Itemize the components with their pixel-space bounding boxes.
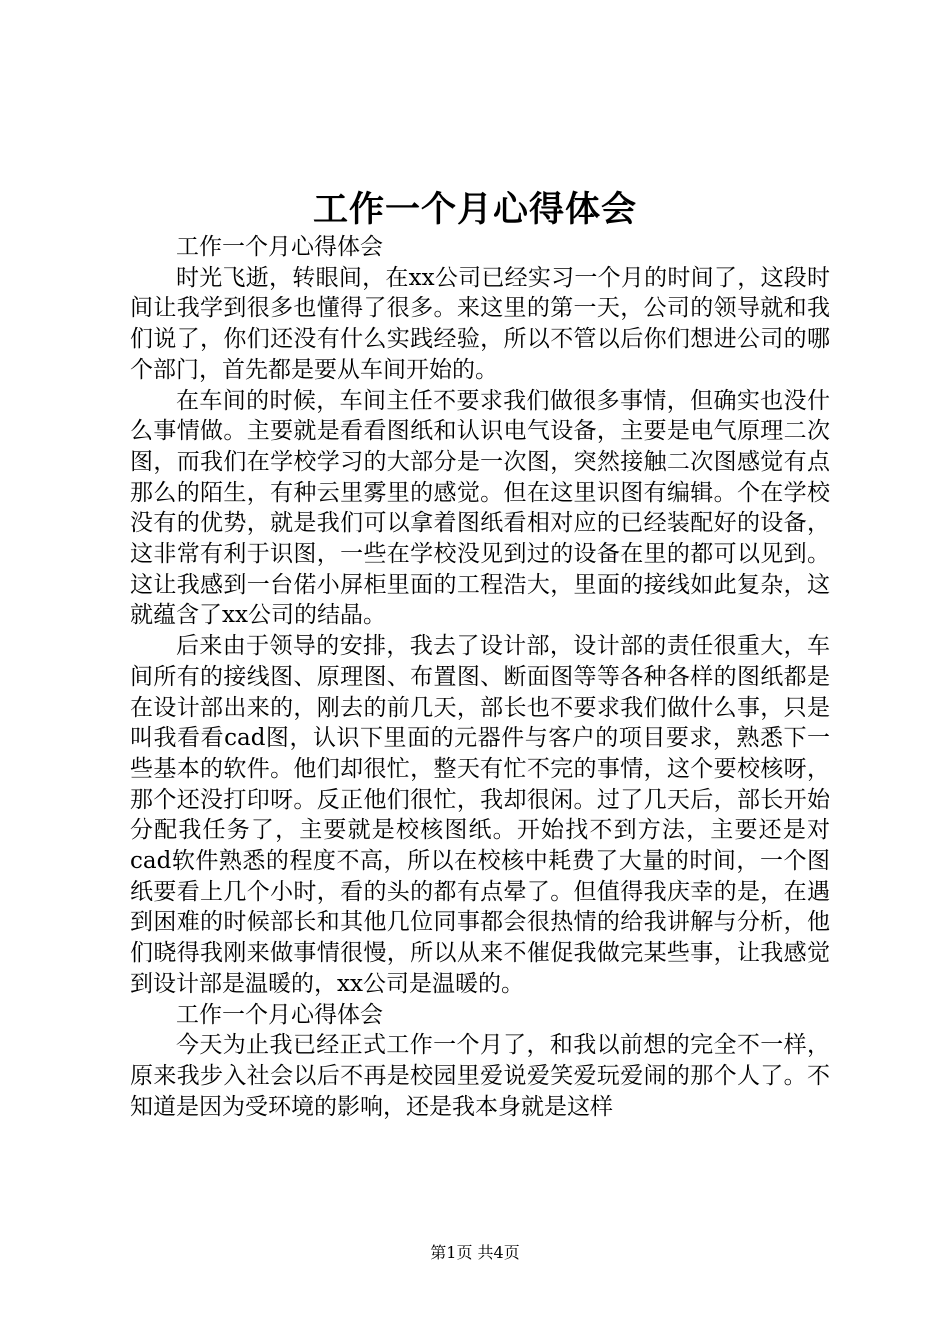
- paragraph-subheading: 工作一个月心得体会: [176, 1001, 383, 1028]
- paragraph-subheading: 工作一个月心得体会: [176, 234, 383, 260]
- paragraph: 后来由于领导的安排，我去了设计部，设计部的责任很重大，车间所有的接线图、原理图、布置图、断面图等等各种各样的图纸都是在设计部出来的，刚去的前几天，部长也不要求我们做什么事，只是叫我看看cad图，认识下里面的元器件与客户的项目要求，熟悉下一些基本的软件。他们却很忙，整天有忙不完的事情，这个要校核呀，那个还没打印呀。反正他们很忙，我却很闲。过了几天后，部长开始分配我任务了，主要就是校核图纸。开始找不到方法，主要还是对cad软件熟悉的程度不高，所以在校核中耗费了大量的时间，一个图纸要看上几个小时，看的头的都有点晕了。但值得我庆幸的是，在遇到困难的时候部长和其他几位同事都会很热情的给我讲解与分析，他们晓得我刚来做事情很慢，所以从来不催促我做完某些事，让我感觉到设计部是温暖的，xx公司是温暖的。: [130, 633, 830, 997]
- page-number-footer: 第1页 共4页: [430, 1243, 520, 1262]
- document-body: [130, 232, 830, 1122]
- paragraph: 时光飞逝，转眼间，在xx公司已经实习一个月的时间了，这段时间让我学到很多也懂得了很多。来这里的第一天，公司的领导就和我们说了，你们还没有什么实践经验，所以不管以后你们想进公司的哪个部门，首先都是要从车间开始的。: [130, 264, 830, 383]
- paragraph: 在车间的时候，车间主任不要求我们做很多事情，但确实也没什么事情做。主要就是看看图纸和认识电气设备，主要是电气原理二次图，而我们在学校学习的大部分是一次图，突然接触二次图感觉有点那么的陌生，有种云里雾里的感觉。但在这里识图有编辑。个在学校没有的优势，就是我们可以拿着图纸看相对应的已经装配好的设备，这非常有利于识图，一些在学校没见到过的设备在里的都可以见到。这让我感到一台偌小屏柜里面的工程浩大，里面的接线如此复杂，这就蕴含了xx公司的结晶。: [130, 387, 830, 629]
- document-title: 工作一个月心得体会: [312, 189, 637, 230]
- paragraph: 今天为止我已经正式工作一个月了，和我以前想的完全不一样，原来我步入社会以后不再是校园里爱说爱笑爱玩爱闹的那个人了。不知道是因为受环境的影响，还是我本身就是这样: [130, 1032, 830, 1120]
